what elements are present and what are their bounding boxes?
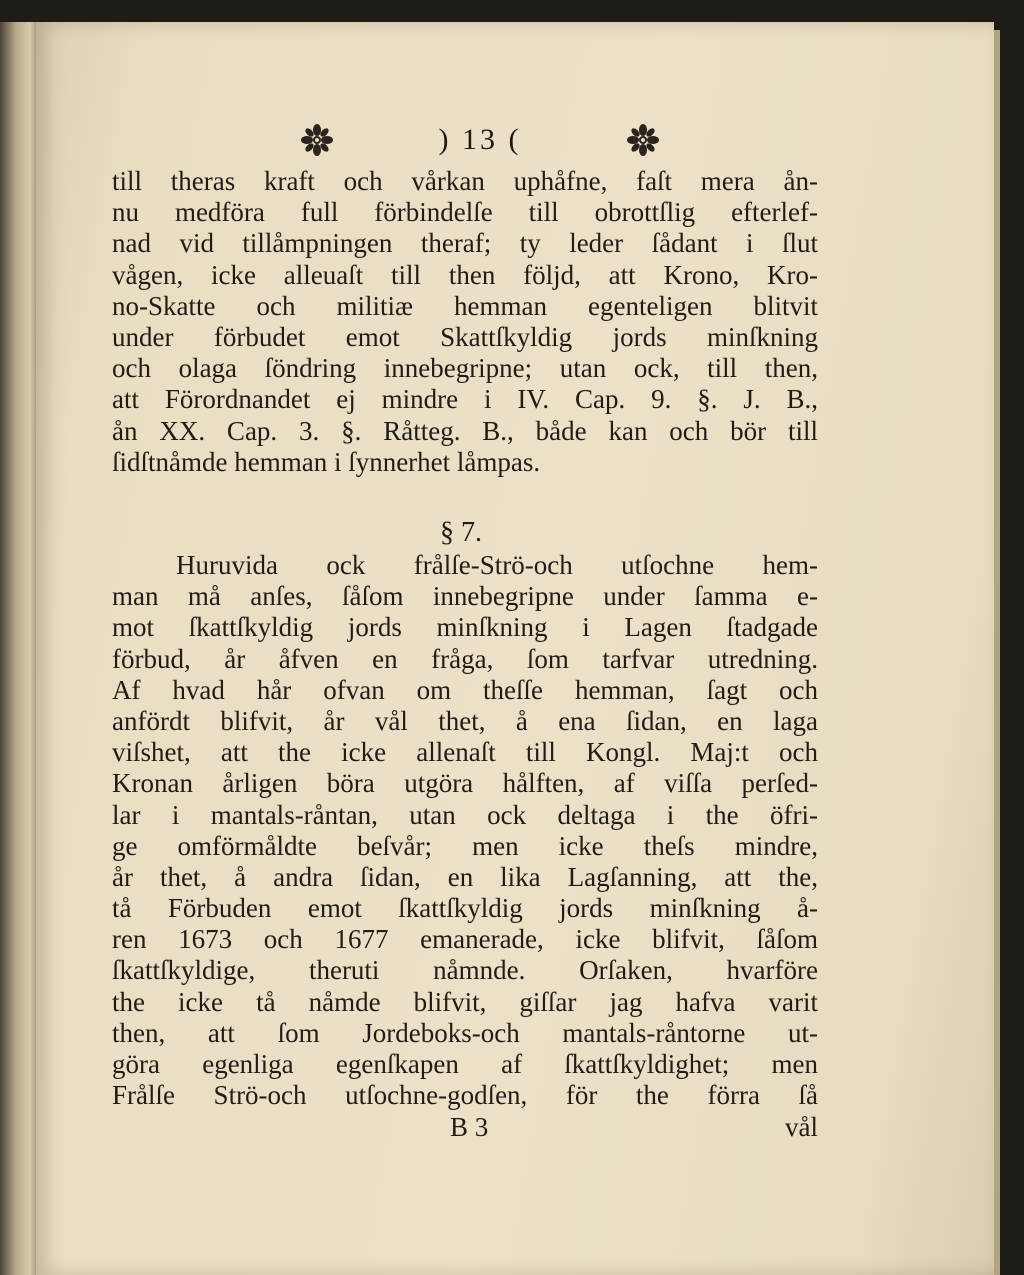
text-line: lar i mantals-råntan, utan ock deltaga i the öfri- bbox=[112, 799, 818, 830]
text-line: nad vid tillåmpningen theraf; ty leder ſådant i ſlut bbox=[112, 228, 818, 259]
text-line: nu medföra full förbindelſe till obrottſlig efterlef- bbox=[112, 197, 818, 228]
text-line: Af hvad hår ofvan om theſſe hemman, ſagt och bbox=[112, 674, 818, 705]
page-header bbox=[300, 118, 660, 162]
text-line: man må anſes, ſåſom innebegripne under ſamma e- bbox=[112, 581, 818, 612]
text-line: Huruvida ock frålſe-Strö-och utſochne hem- bbox=[176, 550, 818, 580]
text-line: ren 1673 och 1677 emanerade, icke blifvit, ſåſom bbox=[112, 924, 818, 955]
text-line: och olaga ſöndring innebegripne; utan ock, till then, bbox=[112, 353, 818, 384]
text-line: göra egenliga egenſkapen af ſkattſkyldighet; men bbox=[112, 1049, 818, 1079]
signature-mark: B 3 bbox=[450, 1112, 489, 1142]
text-line: then, att ſom Jordeboks-och mantals-råntorne ut- bbox=[112, 1017, 818, 1048]
paragraph-2 bbox=[112, 550, 818, 1111]
text-line: Kronan årligen böra utgöra hålften, af viſſa perſed- bbox=[112, 768, 818, 799]
text-line: att Förordnandet ej mindre i IV. Cap. 9. §. J. B., bbox=[112, 384, 818, 415]
paragraph-1 bbox=[112, 166, 818, 478]
text-line: tå Förbuden emot ſkattſkyldig jords minſkning å- bbox=[112, 893, 818, 924]
text-line: the icke tå nåmde blifvit, giſſar jag hafva varit bbox=[112, 986, 818, 1017]
section-heading: § 7. bbox=[440, 517, 482, 548]
text-line: till theras kraft och vårkan uphåfne, faſt mera ån- bbox=[112, 166, 818, 196]
text-line: Frålſe Strö-och utſochne-godſen, för the förra ſå bbox=[112, 1080, 818, 1111]
text-line: mot ſkattſkyldig jords minſkning i Lagen ſtadgade bbox=[112, 612, 818, 643]
text-line: anfördt blifvit, år vål thet, å ena ſidan, en laga bbox=[112, 705, 818, 736]
text-line: viſshet, att the icke allenaſt till Kongl. Maj:t och bbox=[112, 737, 818, 768]
page-footer bbox=[112, 1112, 818, 1146]
page-number: ) 13 ( bbox=[438, 123, 522, 156]
floral-ornament-icon bbox=[626, 123, 660, 157]
text-line: ſidſtnåmde hemman i ſynnerhet låmpas. bbox=[112, 446, 541, 477]
text-line: ge omförmåldte beſvår; men icke theſs mindre, bbox=[112, 830, 818, 861]
floral-ornament-icon bbox=[300, 123, 334, 157]
text-line: no-Skatte och militiæ hemman egenteligen blitvit bbox=[112, 290, 818, 321]
text-line: år thet, å andra ſidan, en lika Lagſanning, att the, bbox=[112, 861, 818, 892]
facing-page-edge bbox=[0, 22, 40, 1275]
text-line: förbud, år åfven en fråga, ſom tarfvar utredning. bbox=[112, 643, 818, 674]
text-line: ſkattſkyldige, theruti nåmnde. Orſaken, hvarföre bbox=[112, 955, 818, 986]
text-line: ån XX. Cap. 3. §. Råtteg. B., både kan och bör till bbox=[112, 415, 818, 446]
text-line: under förbudet emot Skattſkyldig jords minſkning bbox=[112, 321, 818, 352]
page-stack-edge bbox=[994, 30, 1000, 1275]
catchword: vål bbox=[785, 1112, 818, 1142]
text-line: vågen, icke alleuaſt till then följd, att Krono, Kro- bbox=[112, 259, 818, 290]
